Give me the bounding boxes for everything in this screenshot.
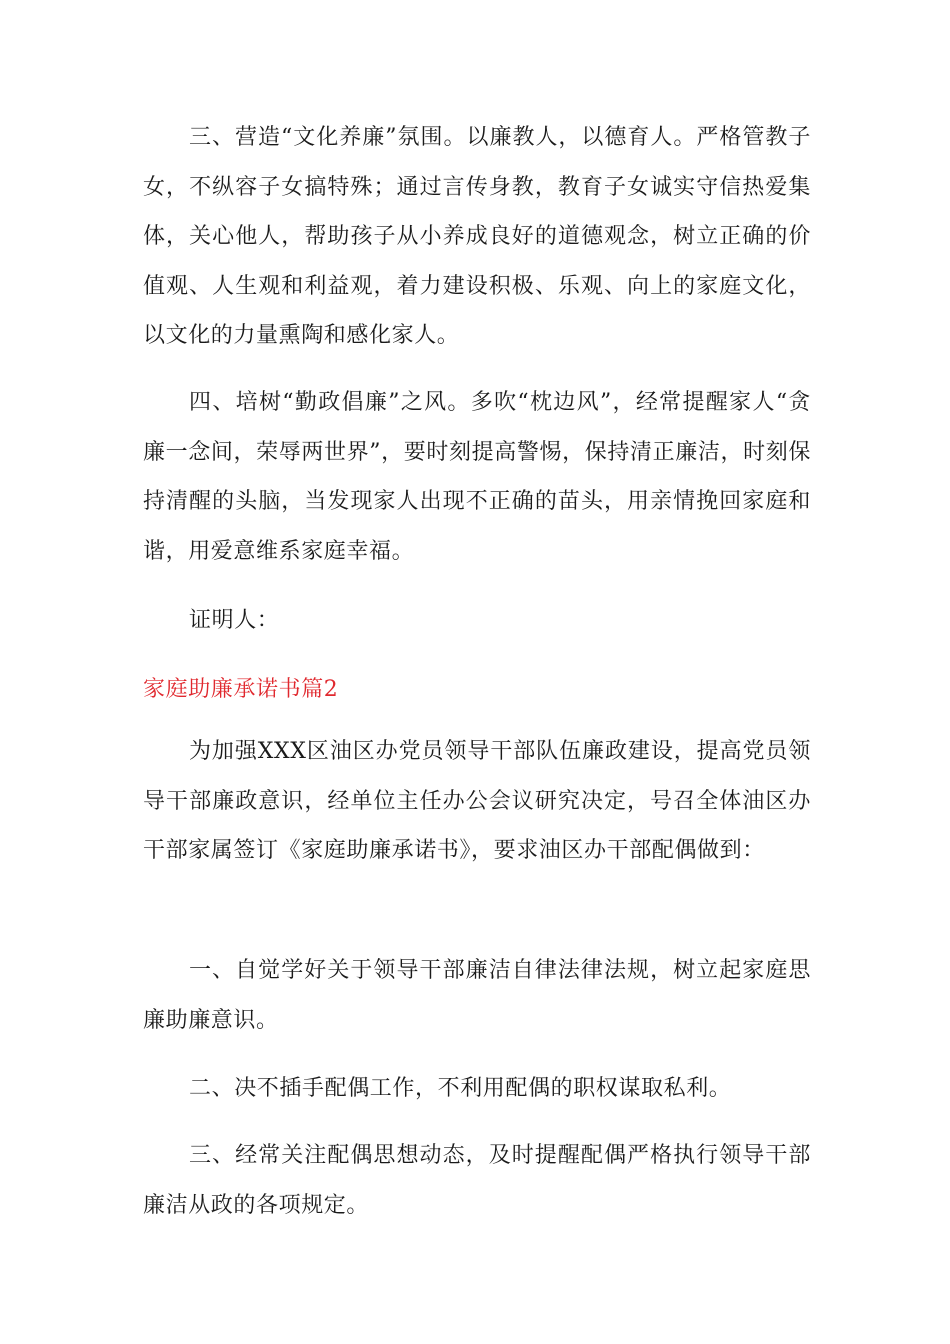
paragraph-item-two: 二、决不插手配偶工作，不利用配偶的职权谋取私利。 — [189, 1076, 732, 1101]
section-heading: 家庭助廉承诺书篇2 — [143, 677, 339, 702]
paragraph-item-three: 三、经常关注配偶思想动态，及时提醒配偶严格执行领导干部廉洁从政的各项规定。 — [143, 1143, 811, 1218]
paragraph-item-one: 一、自觉学好关于领导干部廉洁自律法律法规，树立起家庭思廉助廉意识。 — [143, 958, 811, 1033]
paragraph-diligence: 四、培树“勤政倡廉”之风。多吹“枕边风”，经常提醒家人“贪廉一念间，荣辱两世界”，要时刻提高警惕，保持清正廉洁，时刻保持清醒的头脑，当发现家人出现不正确的苗头，用亲情挽回家庭和谐，用爱意维系家庭幸福。 — [143, 390, 811, 564]
paragraph-culture: 三、营造“文化养廉”氛围。以廉教人，以德育人。严格管教子女，不纵容子女搞特殊；通过言传身教，教育子女诚实守信热爱集体，关心他人，帮助孩子从小养成良好的道德观念，树立正确的价值观、人生观和利益观，着力建设积极、乐观、向上的家庭文化，以文化的力量熏陶和感化家人。 — [143, 125, 811, 348]
paragraph-intro: 为加强XXX区油区办党员领导干部队伍廉政建设，提高党员领导干部廉政意识，经单位主任办公会议研究决定，号召全体油区办干部家属签订《家庭助廉承诺书》，要求油区办干部配偶做到： — [143, 739, 811, 863]
paragraph-witness: 证明人： — [189, 608, 280, 633]
